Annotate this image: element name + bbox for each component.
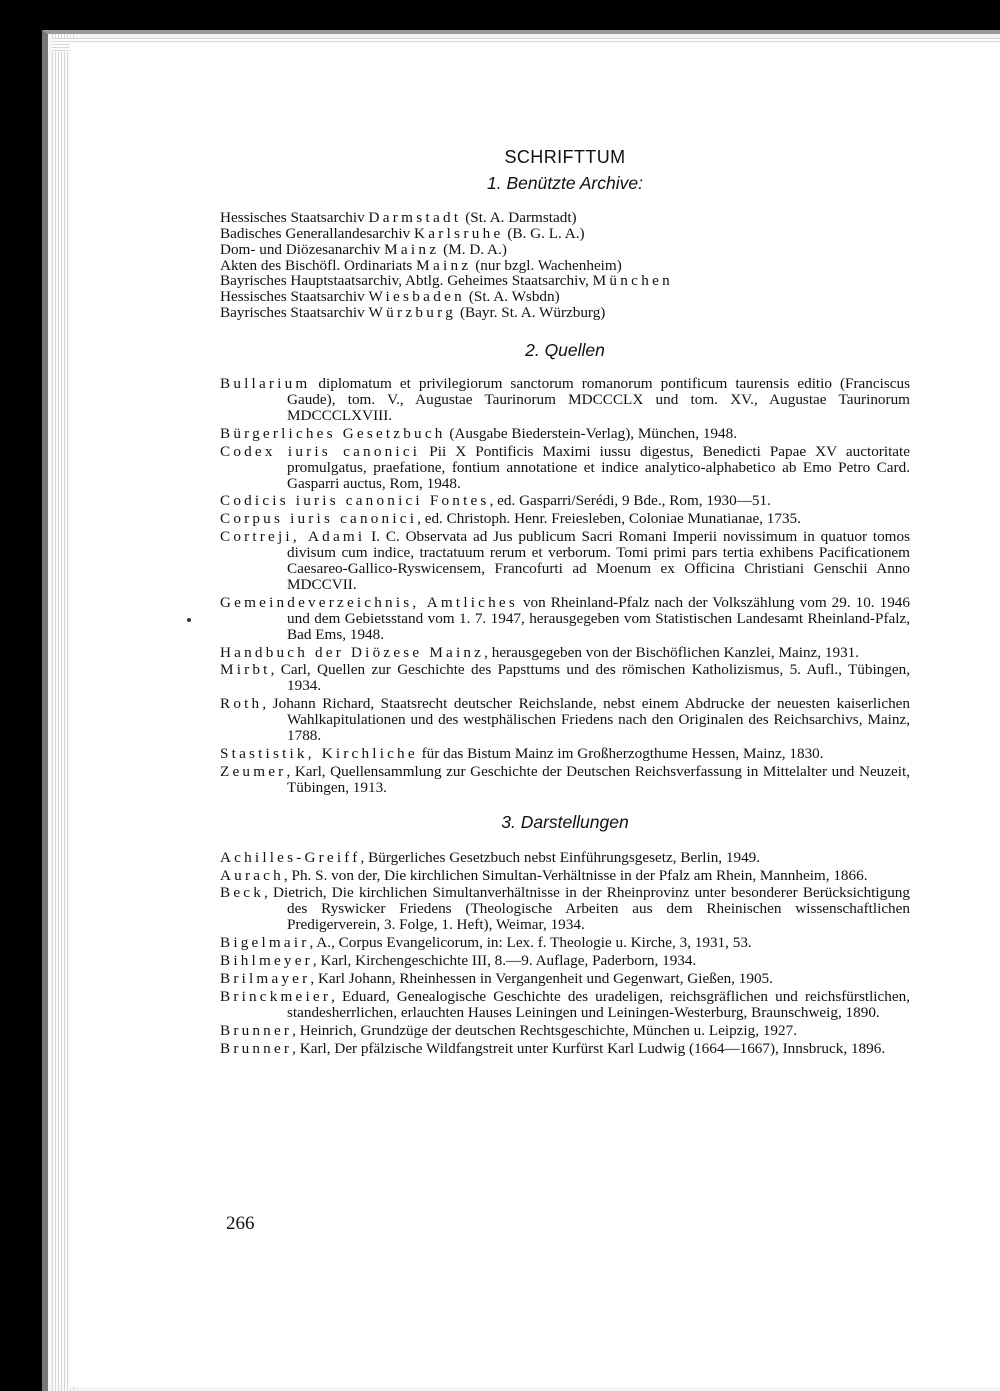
bibliography-entry: Mirbt, Carl, Quellen zur Geschichte des Papsttums und des römischen Katholizismus, 5. Aufl., Tübingen, 1934. (220, 661, 910, 695)
sources-list (220, 376, 910, 796)
page-content (220, 147, 910, 1059)
bibliography-entry: Corpus iuris canonici, ed. Christoph. Henr. Freiesleben, Coloniae Munatianae, 1735. (220, 510, 801, 528)
bibliography-entry: Zeumer, Karl, Quellensammlung zur Geschichte der Deutschen Reichsverfassung in Mittelalter und Neuzeit, Tübingen, 1913. (220, 762, 910, 796)
bibliography-entry: Codicis iuris canonici Fontes, ed. Gasparri/Serédi, 9 Bde., Rom, 1930—51. (220, 492, 771, 510)
bibliography-entry: Handbuch der Diözese Mainz, herausgegeben von der Bischöflichen Kanzlei, Mainz, 1931. (220, 643, 860, 661)
archive-item: Akten des Bischöfl. Ordinariats Mainz (nur bzgl. Wachenheim) (220, 256, 622, 274)
archive-item: Dom- und Diözesanarchiv Mainz (M. D. A.) (220, 240, 507, 258)
bibliography-entry: Brunner, Karl, Der pfälzische Wildfangstreit unter Kurfürst Karl Ludwig (1664—1667), Innsbruck, 1896. (220, 1039, 886, 1057)
archive-item: Bayrisches Staatsarchiv Würzburg (Bayr. St. A. Würzburg) (220, 304, 606, 322)
bibliography-entry: Roth, Johann Richard, Staatsrecht deutscher Reichslande, nebst einem Abdrucke der neuesten kaiserlichen Wahlkapitulationen und des westphälischen Friedens nach den Originalen des Reichsarchivs, Mainz, 1788. (220, 695, 910, 745)
bibliography-entry: Bigelmair, A., Corpus Evangelicorum, in: Lex. f. Theologie u. Kirche, 3, 1931, 53. (220, 934, 752, 952)
archive-item: Bayrisches Hauptstaatsarchiv, Abtlg. Geheimes Staatsarchiv, München (220, 272, 674, 290)
page-number: 266 (226, 1213, 255, 1234)
bibliography-entry: Brunner, Heinrich, Grundzüge der deutschen Rechtsgeschichte, München u. Leipzig, 1927. (220, 1021, 798, 1039)
bibliography-entry: Aurach, Ph. S. von der, Die kirchlichen Simultan-Verhältnisse in der Pfalz am Rhein, Mannheim, 1866. (220, 866, 868, 884)
bibliography-entry: Bürgerliches Gesetzbuch (Ausgabe Biederstein-Verlag), München, 1948. (220, 424, 738, 442)
page-title: SCHRIFTTUM (504, 147, 626, 167)
margin-dot (187, 618, 191, 622)
archive-item: Badisches Generallandesarchiv Karlsruhe (B. G. L. A.) (220, 224, 585, 242)
bibliography-entry: Bullarium diplomatum et privilegiorum sanctorum romanorum pontificum taurensis editio (Franciscus Gaude), tom. V., Augustae Taurinorum MDCCCLX und tom. XV., Augustae Taurinorum MDCCCLXVIII. (220, 375, 910, 424)
bibliography-entry: Cortreji, Adami I. C. Observata ad Jus publicum Sacri Romani Imperii novissimum in quatuor tomos divisum cum indice, tractatuum rerum et verborum. Tomi primi pars tertia exhibens Pacificationem Caesareo-Gallico-Ryswicensem, Francofurti ad Moenum ex Officina Christiani Genschii Anno MDCCVII. (220, 528, 910, 593)
bibliography-entry: Brilmayer, Karl Johann, Rheinhessen in Vergangenheit und Gegenwart, Gießen, 1905. (220, 969, 773, 987)
section-heading-literature: 3. Darstellungen (501, 811, 629, 832)
archive-item: Hessisches Staatsarchiv Wiesbaden (St. A. Wsbdn) (220, 288, 560, 306)
literature-list (220, 850, 910, 1057)
bibliography-entry: Codex iuris canonici Pii X Pontificis Maximi iussu digestus, Benedicti Papae XV auctoritate promulgatus, praefatione, fontium annotatione et indice analytico-alphabetico ab Emo Petro Card. Gasparri auctus, Rom, 1948. (220, 442, 910, 492)
archive-item: Hessisches Staatsarchiv Darmstadt (St. A. Darmstadt) (220, 208, 577, 226)
bibliography-entry: Brinckmeier, Eduard, Genealogische Geschichte des uradeligen, reichsgräflichen und reichsfürstlichen, standesherrlichen, erlauchten Hauses Leiningen und Leiningen-Westerburg, Braunschweig, 1890. (220, 987, 910, 1021)
bibliography-entry: Gemeindeverzeichnis, Amtliches von Rheinland-Pfalz nach der Volkszählung vom 29. 10. 1946 und dem Gebietsstand vom 1. 7. 1947, herausgegeben vom Statistischen Landesamt Rheinland-Pfalz, Bad Ems, 1948. (220, 593, 910, 643)
section-heading-sources: 2. Quellen (525, 340, 605, 361)
bibliography-entry: Stastistik, Kirchliche für das Bistum Mainz im Großherzogthume Hessen, Mainz, 1830. (220, 745, 824, 762)
section-heading-archives: 1. Benützte Archive: (487, 172, 643, 193)
archive-list (220, 210, 910, 321)
bibliography-entry: Achilles-Greiff, Bürgerliches Gesetzbuch nebst Einführungsgesetz, Berlin, 1949. (220, 848, 761, 866)
bibliography-entry: Bihlmeyer, Karl, Kirchengeschichte III, 8.—9. Auflage, Paderborn, 1934. (220, 952, 697, 970)
bibliography-entry: Beck, Dietrich, Die kirchlichen Simultanverhältnisse in der Rheinprovinz unter besonderer Berücksichtigung des Ryswicker Friedens (Theologische Arbeiten aus dem Rheinischen wissenschaftlichen Predigerverein, 3. Folge, 1. Heft), Weimar, 1934. (220, 884, 910, 934)
